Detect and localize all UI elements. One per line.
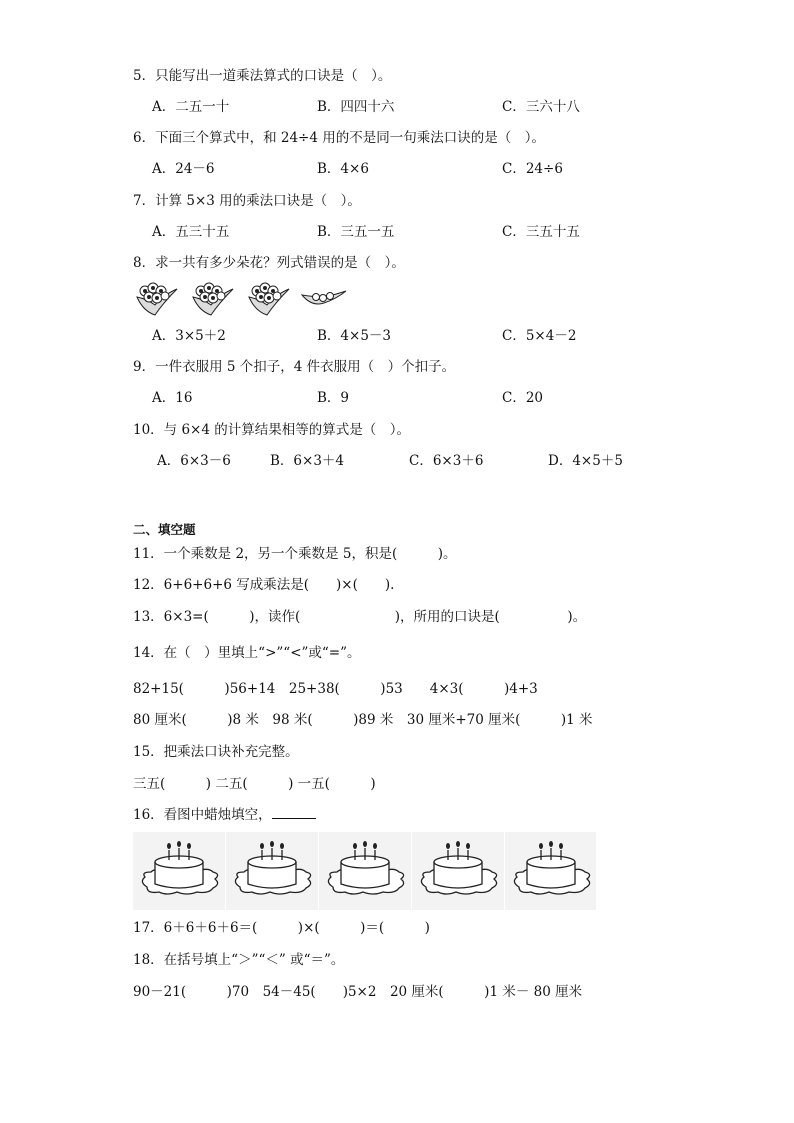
q6-option-a[interactable]: A．24－6: [152, 161, 215, 177]
q14-stem: 14．在（ ）里填上“>”“<”或“=”。: [133, 645, 361, 661]
q11: 11．一个乘数是 2，另一个乘数是 5，积是( )。: [133, 546, 457, 562]
q5-option-a[interactable]: A．二五一十: [152, 99, 230, 115]
q18-stem: 18．在括号填上“＞”“＜” 或“＝”。: [133, 952, 345, 968]
cake-icon: [504, 832, 597, 910]
q7-option-a[interactable]: A．五三十五: [152, 224, 230, 240]
q14-row-2: 80 厘米( )8 米 98 米( )89 米 30 厘米+70 厘米( )1 米: [133, 712, 593, 728]
q10-option-d[interactable]: D．4×5＋5: [548, 453, 623, 469]
q15-row: 三五( ) 二五( ) 一五( ): [133, 776, 376, 792]
flower-bouquet-icon: [245, 281, 297, 317]
q18-row: 90－21( )70 54－45( )5×2 20 厘米( )1 米－ 80 厘米: [133, 984, 583, 1000]
q6-stem: 6．下面三个算式中，和 24÷4 用的不是同一句乘法口诀的是（ ）。: [133, 130, 545, 146]
q6-option-c[interactable]: C．24÷6: [502, 161, 563, 177]
q7-option-c[interactable]: C．三五十五: [502, 224, 580, 240]
q8-stem: 8．求一共有多少朵花？列式错误的是（ ）。: [133, 255, 405, 271]
flower-bouquet-icon: [133, 281, 185, 317]
q8-option-b[interactable]: B．4×5－3: [317, 328, 391, 344]
q9-option-c[interactable]: C．20: [502, 390, 544, 406]
q17: 17．6＋6＋6＋6＝( )×( )＝( ): [133, 920, 430, 936]
q9-option-a[interactable]: A．16: [152, 390, 193, 406]
q13: 13．6×3=( )，读作( )，所用的口诀是( )。: [133, 609, 587, 625]
flower-bouquet-icon: [189, 281, 241, 317]
q10-stem: 10．与 6×4 的计算结果相等的算式是（ ）。: [133, 422, 410, 438]
cake-icon: [133, 832, 225, 910]
q9-stem: 9．一件衣服用 5 个扣子，4 件衣服用（ ）个扣子。: [133, 359, 456, 375]
cake-icon: [411, 832, 504, 910]
q10-option-c[interactable]: C．6×3＋6: [409, 453, 484, 469]
cake-icon: [225, 832, 318, 910]
q5-stem: 5．只能写出一道乘法算式的口诀是（ ）。: [133, 68, 392, 84]
q6-option-b[interactable]: B．4×6: [317, 161, 369, 177]
q9-option-b[interactable]: B．9: [317, 390, 350, 406]
q16-stem: [133, 806, 316, 824]
q7-option-b[interactable]: B．三五一五: [317, 224, 395, 240]
q16-stem-text: 16．看图中蜡烛填空，: [133, 807, 272, 823]
cake-icon: [318, 832, 411, 910]
q15-stem: 15．把乘法口诀补充完整。: [133, 744, 299, 760]
cake-image-strip: [133, 832, 596, 910]
q5-option-c[interactable]: C．三六十八: [502, 99, 580, 115]
q5-option-b[interactable]: B．四四十六: [317, 99, 395, 115]
q7-stem: 7．计算 5×3 用的乘法口诀是（ ）。: [133, 193, 361, 209]
q12: 12．6+6+6+6 写成乘法是( )×( ).: [133, 577, 395, 593]
q16-answer-blank[interactable]: [272, 806, 316, 819]
q10-option-b[interactable]: B．6×3＋4: [270, 453, 344, 469]
q8-option-c[interactable]: C．5×4－2: [502, 328, 577, 344]
flower-sprig-icon: [300, 285, 348, 309]
q14-row-1: 82+15( )56+14 25+38( )53 4×3( )4+3: [133, 681, 538, 697]
section-heading-fill-in: 二、填空题: [133, 522, 196, 537]
q8-option-a[interactable]: A．3×5＋2: [152, 328, 226, 344]
q10-option-a[interactable]: A．6×3－6: [157, 453, 231, 469]
